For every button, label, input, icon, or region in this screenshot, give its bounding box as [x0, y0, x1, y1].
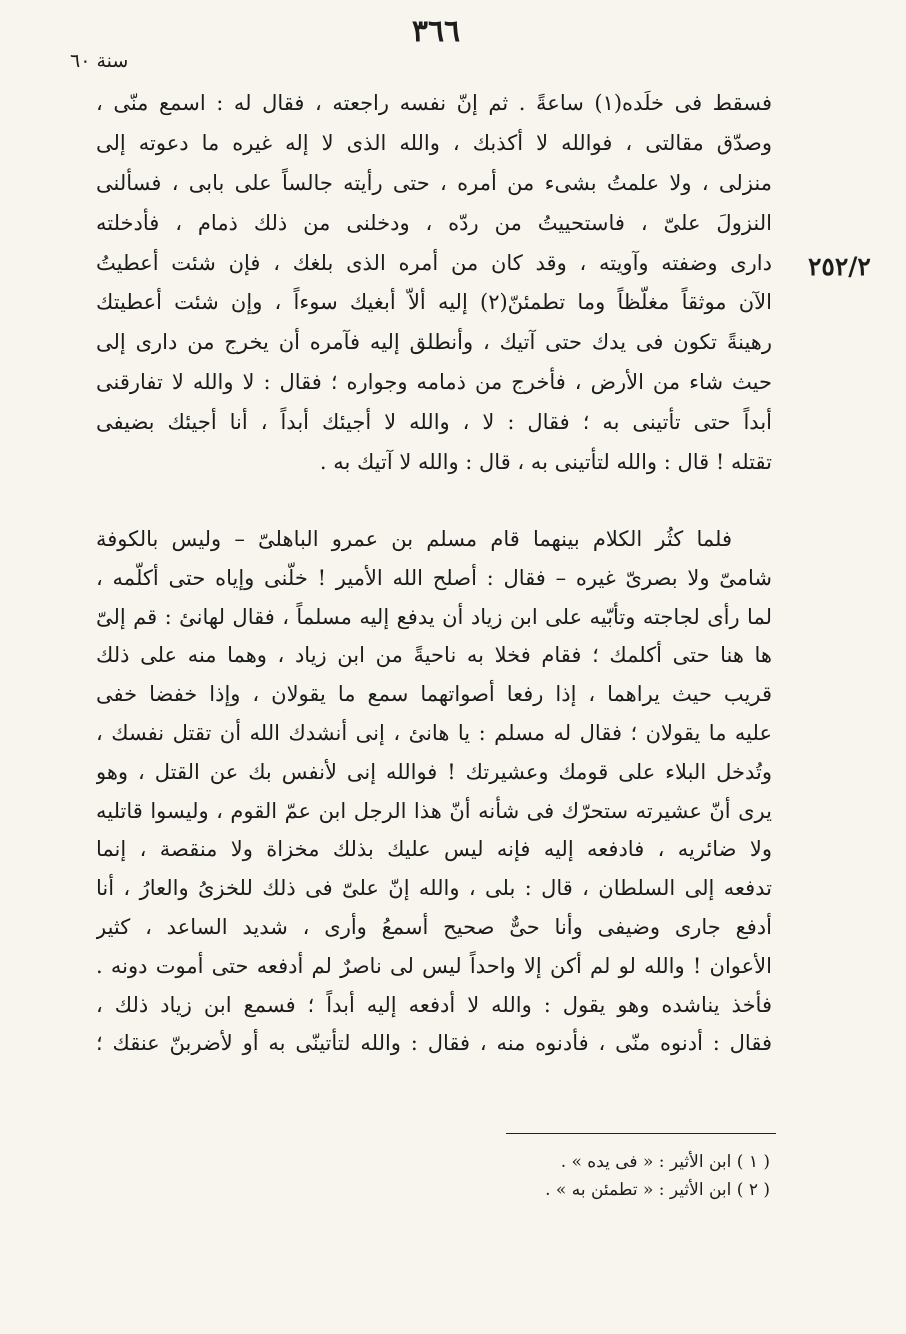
text-line: فلما كثُر الكلام بينهما قام مسلم بن عمرو الباهلىّ – وليس بالكوفة [96, 527, 732, 551]
footnote-divider [506, 1133, 776, 1134]
text-line: أدفع جارى وضيفى وأنا حىٌّ صحيح أسمعُ وأرى ، شديد الساعد ، كثير [96, 914, 772, 939]
text-line: رهينةً تكون فى يدك حتى آتيك ، وأنطلق إليه فآمره أن يخرج من دارى إلى [96, 330, 772, 355]
paragraph-2 [96, 520, 772, 1063]
text-line: تدفعه إلى السلطان ، قال : بلى ، والله إنّ علىّ فى ذلك للخزىُ والعارُ ، أنا [96, 876, 772, 901]
text-line: فقال : أدنوه منّى ، فأدنوه منه ، فقال : والله لتأتينّى به أو لأضربنّ عنقك ؛ [96, 1031, 772, 1056]
page-number: ٣٦٦ [411, 14, 461, 49]
text-line: فأخذ يناشده وهو يقول : والله لا أدفعه إليه أبداً ؛ فسمع ابن زياد ذلك ، [96, 992, 772, 1017]
text-line: وتُدخل البلاء على قومك وعشيرتك ! فوالله إنى لأنفس بك عن القتل ، وهو [96, 759, 772, 784]
text-line: شامىّ ولا بصرىّ غيره – فقال : أصلح الله الأمير ! خلّنى وإياه حتى أكلّمه ، [96, 565, 772, 590]
text-line: دارى وضفته وآويته ، وقد كان من أمره الذى بلغك ، فإن شئت أعطيتُ [96, 250, 772, 275]
text-line: منزلى ، ولا علمتُ بشىء من أمره ، حتى رأيته جالساً على بابى ، فسألنى [96, 170, 772, 195]
paragraph-1 [96, 84, 772, 483]
text-line: ولا ضائريه ، فادفعه إليه فإنه ليس عليك بذلك مخزاة ولا منقصة ، إنما [96, 837, 772, 862]
text-line: النزولَ علىّ ، فاستحييتُ من ردّه ، ودخلنى من ذلك ذمام ، فأدخلته [96, 210, 772, 235]
text-line: لما رأى لجاجته وتأبّيه على ابن زياد أن يدفع إليه مسلماً ، فقال لهانئ : قم إلىّ [96, 604, 772, 629]
margin-reference: ٢٥٢/٢ [808, 252, 871, 281]
footnote-2: ( ٢ ) ابن الأثير : « تطمئن به » . [545, 1180, 770, 1200]
running-head: سنة ٦٠ [70, 50, 129, 72]
text-line: وصدّق مقالتى ، فوالله لا أكذبك ، والله الذى لا إله غيره ما دعوته إلى [96, 130, 772, 155]
text-line: قريب حيث يراهما ، إذا رفعا أصواتهما سمع ما يقولان ، وإذا خفضا خفى [96, 682, 772, 707]
text-line: الآن موثقاً مغلّظاً وما تطمئنّ(٢) إليه ألاّ أبغيك سوءاً ، وإن شئت أعطيتك [96, 290, 772, 315]
text-line: أبداً حتى تأتينى به ؛ فقال : لا ، والله لا أجيئك أبداً ، أنا أجيئك بضيفى [96, 410, 772, 435]
text-line: عليه ما يقولان ؛ فقال له مسلم : يا هانئ ، إنى أنشدك الله أن تقتل نفسك ، [96, 720, 772, 745]
footnote-1: ( ١ ) ابن الأثير : « فى يده » . [560, 1152, 770, 1172]
footnotes [400, 1148, 770, 1204]
text-line: فسقط فى خلَده(١) ساعةً . ثم إنّ نفسه راجعته ، فقال له : اسمع منّى ، [96, 91, 772, 115]
text-line: حيث شاء من الأرض ، فأخرج من ذمامه وجواره ؛ فقال : لا والله لا تفارقنى [96, 370, 772, 395]
text-line: ها هنا حتى أكلمك ؛ فقام فخلا به ناحيةً من ابن زياد ، وهما منه على ذلك [96, 643, 772, 668]
text-line: يرى أنّ عشيرته ستحرّك فى شأنه أنّ هذا الرجل ابن عمّ القوم ، وليسوا قاتليه [96, 798, 772, 823]
text-line: الأعوان ! والله لو لم أكن إلا واحداً ليس لى ناصرٌ لم أدفعه حتى أموت دونه . [96, 953, 772, 978]
text-line: تقتله ! قال : والله لتأتينى به ، قال : والله لا آتيك به . [319, 450, 772, 475]
